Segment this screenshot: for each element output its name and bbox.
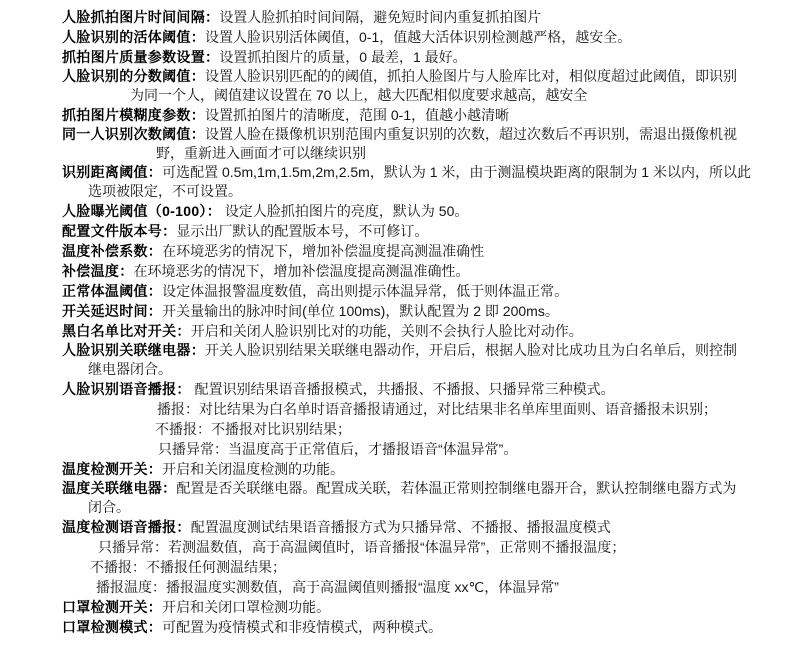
line-text: 不播报：不播报对比识别结果； (155, 421, 351, 437)
term-label: 人脸识别关联继电器： (62, 342, 205, 358)
doc-line (62, 143, 746, 163)
doc-item (62, 7, 746, 27)
term-label: 人脸抓拍图片时间间隔： (62, 9, 220, 25)
term-label: 抓拍图片模糊度参数： (62, 107, 205, 123)
term-label: 正常体温阈值： (62, 283, 163, 299)
line-text: 播报：对比结果为白名单时语音播报请通过，对比结果非名单库里面则、语音播报未识别； (157, 401, 717, 417)
doc-line (62, 597, 746, 617)
term-label: 温度补偿系数： (62, 243, 163, 259)
doc-item (62, 163, 751, 201)
doc-item (62, 301, 746, 321)
term-label: 人脸识别的分数阈值： (62, 68, 205, 84)
doc-line (62, 163, 751, 181)
term-label: 温度检测开关： (62, 461, 163, 477)
doc-item (62, 201, 746, 221)
term-label: 口罩检测模式： (62, 619, 163, 635)
doc-line (62, 459, 746, 479)
doc-item (62, 321, 746, 341)
doc-line (62, 85, 746, 105)
doc-item (62, 459, 746, 479)
line-text: 开启和关闭温度检测的功能。 (162, 461, 345, 477)
doc-item (62, 47, 746, 67)
doc-line (62, 399, 746, 419)
doc-line (62, 47, 746, 67)
doc-line (62, 617, 746, 637)
line-text: 只播异常：当温度高于正常值后，才播报语音“体温异常”。 (158, 441, 518, 457)
doc-line (62, 7, 746, 27)
line-text: 选项被限定，不可设置。 (88, 183, 242, 199)
doc-line (62, 557, 746, 577)
line-text: 在环境恶劣的情况下，增加补偿温度提高测温准确性。 (133, 263, 470, 279)
term-label: 配置文件版本号： (62, 223, 177, 239)
doc-item (62, 67, 746, 105)
line-text: 配置识别结果语音播报模式，共播报、不播报、只播异常三种模式。 (190, 381, 615, 397)
doc-item (62, 379, 746, 459)
line-text: 为同一个人，阈值建议设置在 70 以上，越大匹配相似度要求越高，越安全 (130, 87, 588, 103)
doc-line (62, 341, 746, 359)
doc-item (62, 597, 746, 617)
term-label: 人脸识别的活体阈值： (62, 29, 205, 45)
doc-line (62, 27, 746, 47)
doc-line (62, 201, 746, 221)
term-label: 人脸曝光阈值（0-100）： (62, 203, 222, 219)
doc-line (62, 241, 746, 261)
line-text: 设置人脸在摄像机识别范围内重复识别的次数，超过次数后不再识别，需退出摄像机视 (205, 126, 737, 142)
line-text: 设置抓拍图片的清晰度，范围 0-1，值越小越清晰 (205, 107, 510, 123)
term-label: 补偿温度： (62, 263, 134, 279)
doc-line (62, 439, 746, 459)
doc-line (62, 125, 746, 143)
doc-item (62, 261, 746, 281)
term-label: 识别距离阈值： (62, 164, 163, 180)
term-label: 抓拍图片质量参数设置： (62, 49, 220, 65)
doc-line (62, 479, 746, 497)
term-label: 温度关联继电器： (62, 480, 177, 496)
line-text: 设置抓拍图片的质量，0 最差，1 最好。 (219, 49, 467, 65)
line-text: 可选配置 0.5m,1m,1.5m,2m,2.5m，默认为 1 米，由于测温模块距离的限制为 1 米以内，所以此 (162, 164, 751, 180)
doc-item (62, 241, 746, 261)
doc-line (62, 67, 746, 85)
doc-line (62, 221, 746, 241)
line-text: 开关量输出的脉冲时间(单位 100ms)，默认配置为 2 即 200ms。 (162, 303, 559, 319)
line-text: 只播异常：若测温数值，高于高温阈值时，语音播报“体温异常”，正常则不播报温度； (98, 539, 626, 555)
line-text: 继电器闭合。 (88, 361, 172, 377)
line-text: 闭合。 (88, 499, 130, 515)
doc-line (62, 379, 746, 399)
line-text: 在环境恶劣的情况下，增加补偿温度提高测温准确性 (162, 243, 485, 259)
doc-item (62, 27, 746, 47)
line-text: 不播报：不播报任何测温结果； (90, 559, 286, 575)
doc-item (62, 517, 746, 597)
doc-line (62, 321, 746, 341)
doc-item (62, 341, 746, 379)
line-text: 显示出厂默认的配置版本号，不可修订。 (176, 223, 429, 239)
term-label: 温度检测语音播报： (62, 519, 191, 535)
line-text: 设置人脸抓拍时间间隔，避免短时间内重复抓拍图片 (219, 9, 542, 25)
line-text: 配置是否关联继电器。配置成关联，若体温正常则控制继电器开合，默认控制继电器方式为 (176, 480, 737, 496)
doc-line (62, 105, 746, 125)
line-text: 播报温度：播报温度实测数值，高于高温阈值则播报“温度 xx℃，体温异常” (96, 579, 559, 595)
doc-line (62, 577, 746, 597)
doc-item (62, 281, 746, 301)
doc-item (62, 617, 746, 637)
doc-line (62, 419, 746, 439)
doc-line (62, 497, 746, 517)
doc-item (62, 479, 746, 517)
term-label: 口罩检测开关： (62, 599, 163, 615)
doc-line (62, 281, 746, 301)
line-text: 野，重新进入画面才可以继续识别 (156, 145, 366, 161)
doc-line (62, 517, 746, 537)
line-text: 设定人脸抓拍图片的亮度，默认为 50。 (221, 203, 469, 219)
term-label: 开关延迟时间： (62, 303, 163, 319)
line-text: 设置人脸识别匹配的的阈值，抓拍人脸图片与人脸库比对，相似度超过此阈值，即识别 (205, 68, 737, 84)
doc-line (62, 181, 746, 201)
term-label: 同一人识别次数阈值： (62, 126, 205, 142)
doc-item (62, 105, 746, 125)
line-text: 开关人脸识别结果关联继电器动作，开启后，根据人脸对比成功且为白名单后，则控制 (205, 342, 737, 358)
doc-line (62, 301, 746, 321)
line-text: 开启和关闭口罩检测功能。 (162, 599, 331, 615)
line-text: 配置温度测试结果语音播报方式为只播异常、不播报、播报温度模式 (190, 519, 611, 535)
doc-line (62, 359, 746, 379)
doc-item (62, 125, 746, 163)
doc-line (62, 261, 746, 281)
line-text: 设置人脸识别活体阈值，0-1，值越大活体识别检测越严格，越安全。 (205, 29, 632, 45)
doc-item (62, 221, 746, 241)
line-text: 可配置为疫情模式和非疫情模式，两种模式。 (162, 619, 443, 635)
doc-line (62, 537, 746, 557)
line-text: 开启和关闭人脸识别比对的功能，关则不会执行人脸比对动作。 (190, 323, 583, 339)
line-text: 设定体温报警温度数值，高出则提示体温异常，低于则体温正常。 (162, 283, 569, 299)
term-label: 人脸识别语音播报： (62, 381, 191, 397)
term-label: 黑白名单比对开关： (62, 323, 191, 339)
